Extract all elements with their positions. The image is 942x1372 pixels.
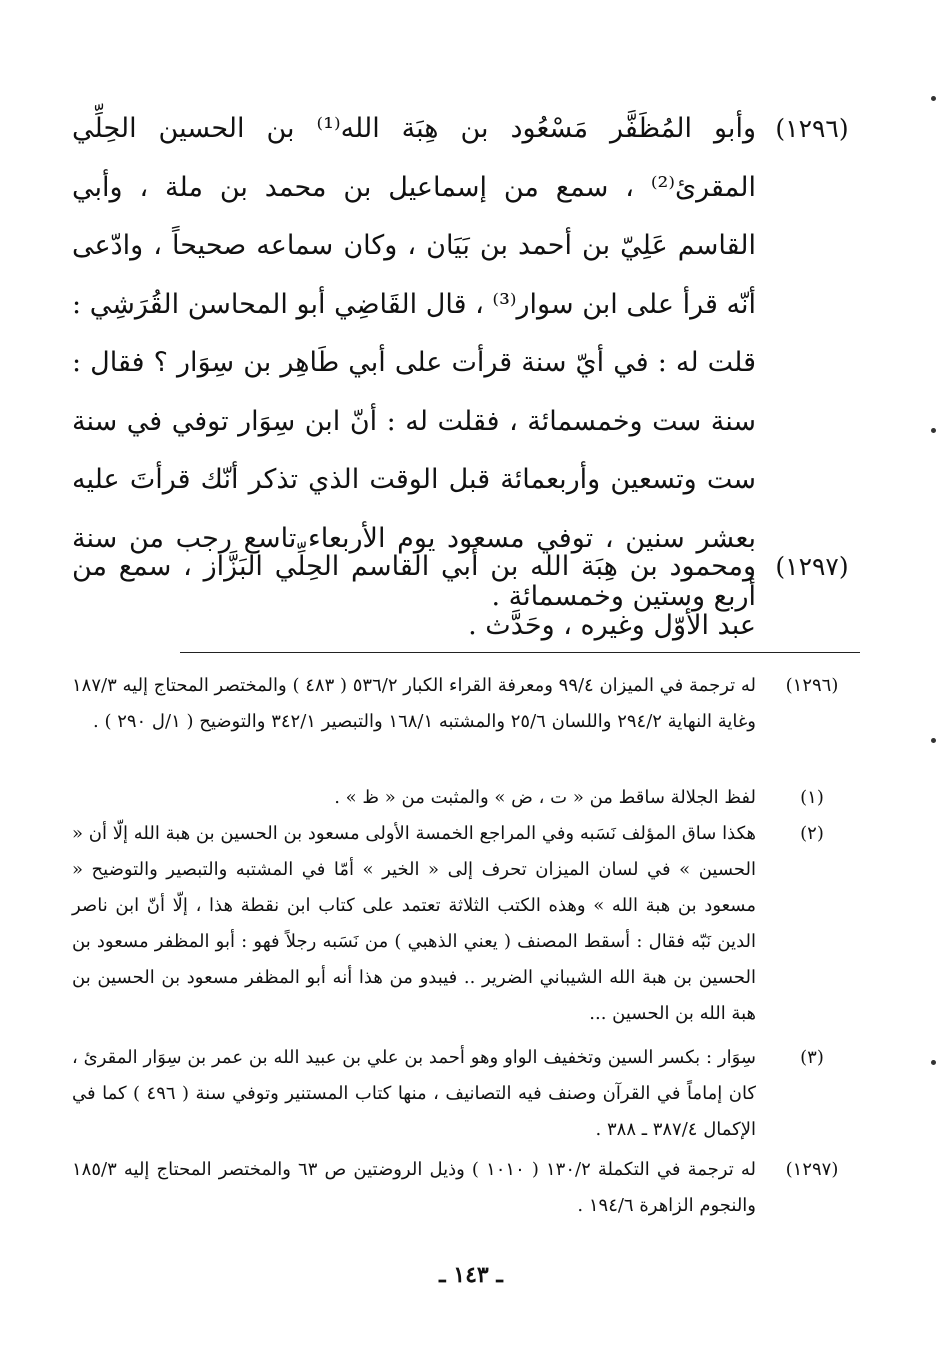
footnote-text: سِوَار : بكسر السين وتخفيف الواو وهو أحمد بن علي بن عبيد الله بن عمر بن سِوَار المقرئ ، كان إماماً في القرآن وصنف فيه التصانيف ، منها كتاب المستنير وتوفي سنة ( ٤٩٦ ) كما في الإكمال ٣٨٧/٤ ـ ٣٨٨ . <box>72 1047 756 1140</box>
footnote-text: لفظ الجلالة ساقط من « ت ، ض » والمثبت من « ظ » . <box>334 787 756 808</box>
entry-1297 <box>72 538 868 655</box>
entry-text: ومحمود بن هِبَة الله بن أبي القاسم الحِلِّي البَزَّاز ، سمع من عبد الأوّل وغيره ، وحَدَّث . <box>72 551 756 641</box>
footnote-number: (١٢٩٦) <box>785 675 839 696</box>
entry-number: (١٢٩٧) <box>775 552 849 581</box>
footnote-text: هكذا ساق المؤلف نَسَبه وفي المراجع الخمسة الأولى مسعود بن الحسين بن هبة الله إلّا أن « الحسين » في لسان الميزان تحرف إلى « الخير » أمّا في المشتبه والتبصير والتوضيح « مسعود بن هبة الله » وهذه الكتب الثلاثة تعتمد على كتاب ابن نقطة هذا ، إلّا أنّ ابن ناصر الدين نَبّه فقال : أسقط المصنف ( يعني الذهبي ) من نَسَبه رجلاً فهو : أبو المظفر مسعود بن الحسين بن هبة الله الشيباني الضرير .. فيبدو من هذا أنه أبو المظفر مسعود بن الحسين بن هبة الله بن الحسين ... <box>72 823 756 1024</box>
footnote-1296 <box>72 668 868 740</box>
footnote-number: (١٢٩٧) <box>785 1159 839 1180</box>
footnote-1297 <box>72 1152 868 1224</box>
footnote-separator <box>180 652 860 653</box>
footnote-number: (٣) <box>800 1047 824 1068</box>
margin-mark <box>931 428 936 433</box>
footnote-number: (٢) <box>800 823 824 844</box>
footnote-number: (١) <box>800 787 824 808</box>
footnote-1 <box>72 780 868 816</box>
footnote-text: له ترجمة في الميزان ٩٩/٤ ومعرفة القراء الكبار ٥٣٦/٢ ( ٤٨٣ ) والمختصر المحتاج إليه ١٨٧/٣ وغاية النهاية ٢٩٤/٢ واللسان ٢٥/٦ والمشتبه ١٦٨/١ والتبصير ٣٤٢/١ والتوضيح ( ١/ل ٢٩٠ ) . <box>72 675 757 732</box>
margin-mark <box>931 738 936 743</box>
footnote-2 <box>72 816 868 1032</box>
page-number: ـ ١٤٣ ـ <box>439 1262 503 1288</box>
entry-text: وأبو المُظَفَّر مَسْعُود بن هِبَة الله⁽¹⁾ بن الحسين الحِلِّي المقرئ⁽²⁾ ، سمع من إسماعيل بن محمد بن ملة ، وأبي القاسم عَلِيّ بن أحمد بن بَيَان ، وكان سماعه صحيحاً ، وادّعى أنّه قرأ على ابن سوار⁽³⁾ ، قال القَاضِي أبو المحاسن القُرَشِي : قلت له : في أيّ سنة قرأت على أبي طَاهِر بن سِوَار ؟ فقال : سنة ست وخمسمائة ، فقلت له : أنّ ابن سِوَار توفي في سنة ست وتسعين وأربعمائة قبل الوقت الذي تذكر أنّك قرأتَ عليه بعشر سنين ، توفي مسعود يوم الأربعاء تاسع رجب من سنة أربع وستين وخمسمائة . <box>72 113 756 612</box>
margin-mark <box>931 96 936 101</box>
entry-number: (١٢٩٦) <box>775 114 849 143</box>
footnote-text: له ترجمة في التكملة ١٣٠/٢ ( ١٠١٠ ) وذيل الروضتين ص ٦٣ والمختصر المحتاج إليه ١٨٥/٣ والنجوم الزاهرة ١٩٤/٦ . <box>72 1159 756 1216</box>
footnote-3 <box>72 1040 868 1148</box>
margin-mark <box>931 1060 936 1065</box>
